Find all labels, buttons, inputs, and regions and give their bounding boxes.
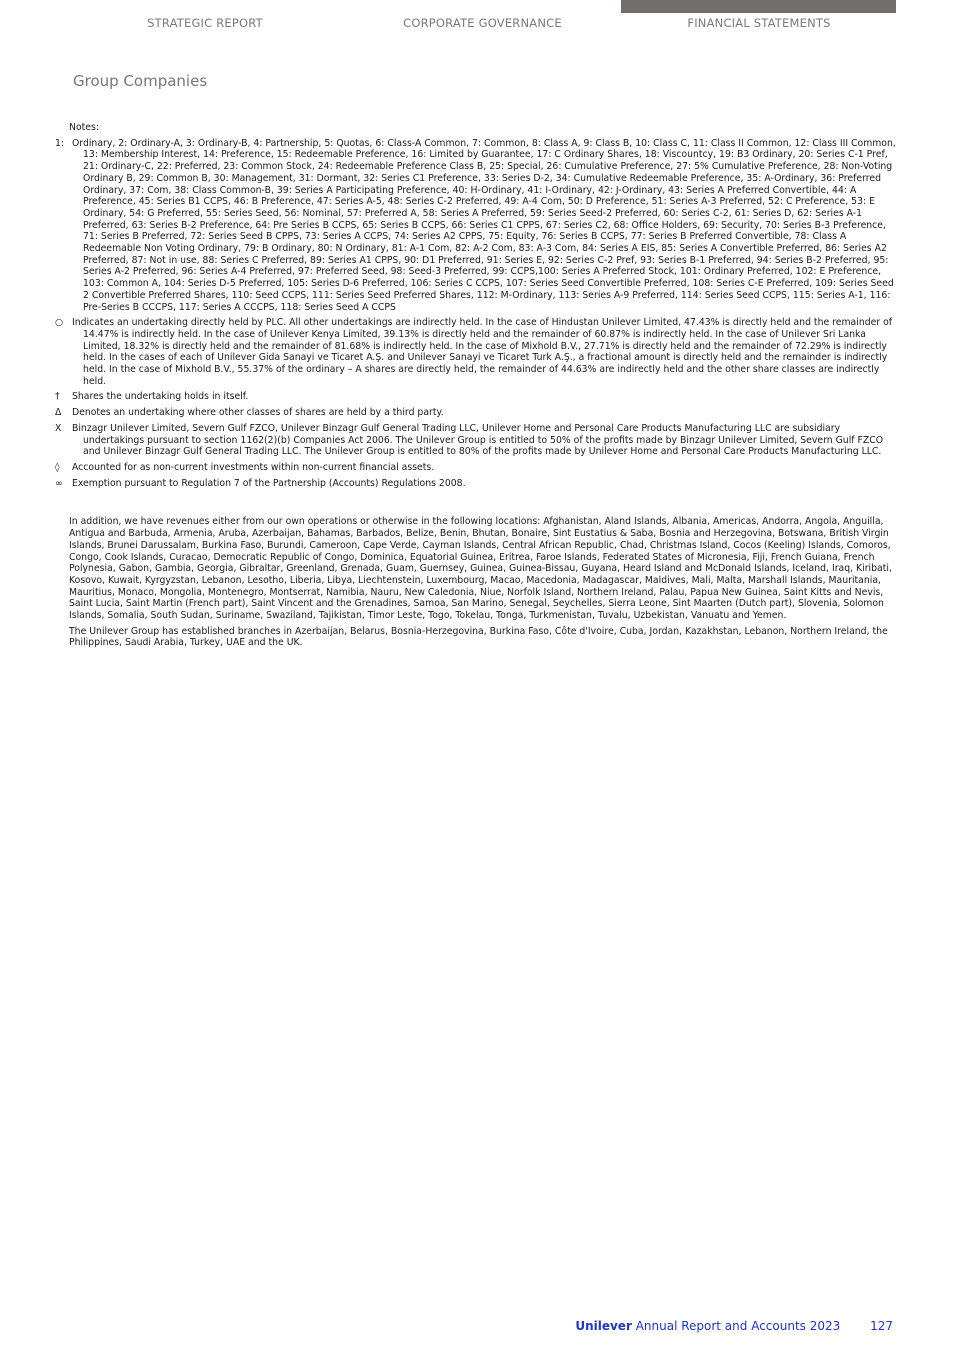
nav-tab-financial-statements[interactable]: FINANCIAL STATEMENTS bbox=[687, 16, 831, 30]
note-text: Denotes an undertaking where other classes of shares are held by a third party. bbox=[71, 407, 444, 419]
note-non-current: ◊ Accounted for as non-current investments within non-current financial assets. bbox=[55, 461, 435, 473]
active-section-indicator bbox=[621, 0, 896, 13]
note-text: Exemption pursuant to Regulation 7 of the Partnership (Accounts) Regulations 2008. bbox=[71, 477, 466, 489]
note-exemption: ∞ Exemption pursuant to Regulation 7 of the Partnership (Accounts) Regulations 2008. bbox=[55, 477, 466, 489]
note-share-classes: 1: Ordinary, 2: Ordinary-A, 3: Ordinary-B, 4: Partnership, 5: Quotas, 6: Class-A Common, 7: Common, 8: Class A, 9: Class B, 10: Class C, 11: Class II Common, 12: Class III Common, 13: Membership Interest, 14: Preference, 15: Redeemable Preference, 16: Limited by Guarantee, 17: C Ordinary Shares, 18: Viscountcy, 19: B3 Ordinary, 20: Series C-1 Pref, 21: Ordinary-C, 22: Preferred, 23: Common Stock, 24: Redeemable Preference Class B, 25: Special, 26: Cumulative Preference, 27: 5% Cumulative Preference, 28: Non-Voting Ordinary B, 29: Common B, 30: Management, 31: Dormant, 32: Series C1 Preference, 33: Series D-2, 34: Cumulative Redeemable Preference, 35: A-Ordinary, 36: Preferred Ordinary, 37: Com, 38: Class Common-B, 39: Series A Participating Preference, 40: H-Ordinary, 41: I-Ordinary, 42: J-Ordinary, 43: Series A Preferred Convertible, 44: A Preference, 45: Series B1 CCPS, 46: B Preference, 47: Series A-5, 48: Series C-2 Preferred, 49: A-4 Com, 50: D Preference, 51: Series A-3 Preferred, 52: C Preference, 53: E Ordinary, 54: G Preferred, 55: Series Seed, 56: Nominal, 57: Preferred A, 58: Series A Preferred, 59: Series Seed-2 Preferred, 60: Series C-2, 61: Series D, 62: Series A-1 Preferred, 63: Series B-2 Preference, 64: Pre Series B CCPS, 65: Series B CCPS, 66: Series C1 CPPS, 67: Series C2, 68: Office Holders, 69: Security, 70: Series B-3 Preference, 71: Series B Preferred, 72: Series Seed B CPPS, 73: Series A CCPS, 74: Series A2 CPPS, 75: Equity, 76: Series B CCPS, 77: Series B Preferred Convertible, 78: Class A Redeemable Non Voting Ordinary, 79: B Ordinary, 80: N Ordinary, 81: A-1 Com, 82: A-2 Com, 83: A-3 Com, 84: Series A EIS, 85: Series A Convertible Preferred, 86: Series A2 Preferred, 87: Not in use, 88: Series C Preferred, 89: Series A1 CPPS, 90: D1 Preferred, 91: Series E, 92: Series C-2 Pref, 93: Series B-1 Preferred, 94: Series B-2 Preferred, 95: Series A-2 Preferred, 96: Series A-4 Preferred, 97: Preferred Seed, 98: Seed-3 Preferred, 99: CCPS,100: Series A Preferred Stock, 101: Ordinary Preferred, 102: E Preference, 103: Common A, 104: Series D-5 Preferred, 105: Series D-6 Preferred, 106: Series C CCPS, 107: Series Seed Convertible Preferred, 108: Series C-E Preferred, 109: Series Seed 2 Convertible Preferred Shares, 110: Seed CCPS, 111: Series Seed Preferred Shares, 112: M-Ordinary, 113: Series A-9 Preferred, 114: Series Seed CCPS, 115: Series A-1, 116: Pre-Series B CCCPS, 117: Series A CCCPS, 118: Series Seed A CCPS bbox=[55, 137, 896, 313]
section-nav bbox=[0, 0, 968, 40]
note-text: Ordinary, 2: Ordinary-A, 3: Ordinary-B, 4: Partnership, 5: Quotas, 6: Class-A Common, 7: Common, 8: Class A, 9: Class B, 10: Class C, 11: Class II Common, 12: Class III Common, 13: Membership Interest, 14: Preference, 15: Redeemable Preference, 16: Limited by Guarantee, 17: C Ordinary Shares, 18: Viscountcy, 19: B3 Ordinary, 20: Series C-1 Pref, 21: Ordinary-C, 22: Preferred, 23: Common Stock, 24: Redeemable Preference Class B, 25: Special, 26: Cumulative Preference, 27: 5% Cumulative Preference, 28: Non-Voting Ordinary B, 29: Common B, 30: Management, 31: Dormant, 32: Series C1 Preference, 33: Series D-2, 34: Cumulative Redeemable Preference, 35: A-Ordinary, 36: Preferred Ordinary, 37: Com, 38: Class Common-B, 39: Series A Participating Preference, 40: H-Ordinary, 41: I-Ordinary, 42: J-Ordinary, 43: Series A Preferred Convertible, 44: A Preference, 45: Series B1 CCPS, 46: B Preference, 47: Series A-5, 48: Series C-2 Preferred, 49: A-4 Com, 50: D Preference, 51: Series A-3 Preferred, 52: C Preference, 53: E Ordinary, 54: G Preferred, 55: Series Seed, 56: Nominal, 57: Preferred A, 58: Series A Preferred, 59: Series Seed-2 Preferred, 60: Series C-2, 61: Series D, 62: Series A-1 Preferred, 63: Series B-2 Preference, 64: Pre Series B CCPS, 65: Series B CCPS, 66: Series C1 CPPS, 67: Series C2, 68: Office Holders, 69: Security, 70: Series B-3 Preference, 71: Series B Preferred, 72: Series Seed B CPPS, 73: Series A CCPS, 74: Series A2 CPPS, 75: Equity, 76: Series B CCPS, 77: Series B Preferred Convertible, 78: Class A Redeemable Non Voting Ordinary, 79: B Ordinary, 80: N Ordinary, 81: A-1 Com, 82: A-2 Com, 83: A-3 Com, 84: Series A EIS, 85: Series A Convertible Preferred, 86: Series A2 Preferred, 87: Not in use, 88: Series C Preferred, 89: Series A1 CPPS, 90: D1 Preferred, 91: Series E, 92: Series C-2 Pref, 93: Series B-1 Preferred, 94: Series B-2 Preferred, 95: Series A-2 Preferred, 96: Series A-4 Preferred, 97: Preferred Seed, 98: Seed-3 Preferred, 99: CCPS,100: Series A Preferred Stock, 101: Ordinary Preferred, 102: E Preference, 103: Common A, 104: Series D-5 Preferred, 105: Series D-6 Preferred, 106: Series C CCPS, 107: Series Seed Convertible Preferred, 108: Series C-E Preferred, 109: Series Seed 2 Convertible Preferred Shares, 110: Seed CCPS, 111: Series Seed Preferred Shares, 112: M-Ordinary, 113: Series A-9 Preferred, 114: Series Seed CCPS, 115: Series A-1, 116: Pre-Series B CCCPS, 117: Series A CCCPS, 118: Series Seed A CCPS bbox=[71, 137, 896, 313]
note-text: Binzagr Unilever Limited, Severn Gulf FZCO, Unilever Binzagr Gulf General Trading LLC, Unilever Home and Personal Care Products Manufacturing LLC are subsidiary undertakings pursuant to section 1162(2)(b) Companies Act 2006. The Unilever Group is entitled to 50% of the profits made by Binzagr Unilever Limited, Severn Gulf FZCO and Unilever Binzagr Gulf General Trading LLC. The Unilever Group is entitled to 80% of the profits made by Unilever Home and Personal Care Products Manufacturing LLC. bbox=[71, 422, 884, 458]
notes-content bbox=[55, 122, 900, 653]
page-footer bbox=[575, 1319, 893, 1333]
nav-tab-corporate-governance[interactable]: CORPORATE GOVERNANCE bbox=[403, 16, 562, 30]
revenue-locations-paragraph: In addition, we have revenues either from our own operations or otherwise in the following locations: Afghanistan, Aland Islands, Albania, Americas, Andorra, Angola, Anguilla, Antigua and Barbuda, Armenia, Aruba, Azerbaijan, Bahamas, Barbados, Belize, Benin, Bhutan, Bonaire, Sint Eustatius & Saba, Bosnia and Herzegovina, Botswana, British Virgin Islands, Brunei Darussalam, Burkina Faso, Burundi, Cameroon, Cape Verde, Cayman Islands, Central African Republic, Chad, Christmas Island, Cocos (Keeling) Islands, Comoros, Congo, Cook Islands, Curacao, Democratic Republic of Congo, Dominica, Equatorial Guinea, Eritrea, Faroe Islands, Federated States of Micronesia, Fiji, French Guiana, French Polynesia, Gabon, Gambia, Georgia, Gibraltar, Greenland, Grenada, Guam, Guernsey, Guinea, Guinea-Bissau, Guyana, Heard Island and McDonald Islands, Iceland, Iraq, Kiribati, Kosovo, Kuwait, Kyrgyzstan, Lebanon, Lesotho, Liberia, Libya, Liechtenstein, Luxembourg, Macao, Macedonia, Madagascar, Maldives, Mali, Malta, Marshall Islands, Mauritania, Mauritius, Monaco, Mongolia, Montenegro, Montserrat, Namibia, Nauru, New Caledonia, Niue, Norfolk Island, Northern Ireland, Palau, Papua New Guinea, Saint Kitts and Nevis, Saint Lucia, Saint Martin (French part), Saint Vincent and the Grenadines, Samoa, San Marino, Senegal, Seychelles, Sierra Leone, Sint Maarten (Dutch part), Slovenia, Solomon Islands, Somalia, South Sudan, Suriname, Swaziland, Tajikistan, Timor Leste, Togo, Tokelau, Tonga, Turkmenistan, Tuvalu, Uzbekistan, Vanuatu and Yemen. bbox=[69, 516, 892, 622]
page-number: 127 bbox=[870, 1319, 893, 1333]
note-text: Indicates an undertaking directly held by PLC. All other undertakings are indirectly held. In the case of Hindustan Unilever Limited, 47.43% is directly held and the remainder of 14.47% is indirectly held. In the case of Unilever Kenya Limited, 39.13% is directly held and the remainder of 60.87% is indirectly held. In the case of Unilever Sri Lanka Limited, 18.32% is directly held and the remainder of 81.68% is indirectly held. In the case of Mixhold B.V., 27.71% is directly held and the remainder of 72.29% is indirectly held. In the cases of each of Unilever Gida Sanayi ve Ticaret A.Ş. and Unilever Sanayi ve Ticaret Turk A.Ş., a fractional amount is directly held and the remainder is indirectly held. In the case of Mixhold B.V., 55.37% of the ordinary – A shares are directly held, the remainder of 44.63% are indirectly held and the other share classes are indirectly held. bbox=[71, 317, 893, 387]
note-third-party: Δ Denotes an undertaking where other classes of shares are held by a third party. bbox=[55, 407, 444, 419]
note-text: Shares the undertaking holds in itself. bbox=[71, 391, 249, 403]
notes-heading: Notes: bbox=[69, 122, 99, 133]
note-text: Accounted for as non-current investments within non-current financial assets. bbox=[71, 461, 435, 473]
note-own-shares: † Shares the undertaking holds in itself. bbox=[55, 391, 249, 403]
note-directly-held: ○ Indicates an undertaking directly held by PLC. All other undertakings are indirectly held. In the case of Hindustan Unilever Limited, 47.43% is directly held and the remainder of 14.47% is indirectly held. In the case of Unilever Kenya Limited, 39.13% is directly held and the remainder of 60.87% is indirectly held. In the case of Unilever Sri Lanka Limited, 18.32% is directly held and the remainder of 81.68% is indirectly held. In the case of Mixhold B.V., 27.71% is directly held and the remainder of 72.29% is indirectly held. In the cases of each of Unilever Gida Sanayi ve Ticaret A.Ş. and Unilever Sanayi ve Ticaret Turk A.Ş., a fractional amount is directly held and the remainder is indirectly held. In the case of Mixhold B.V., 55.37% of the ordinary – A shares are directly held, the remainder of 44.63% are indirectly held and the other share classes are indirectly held. bbox=[55, 317, 893, 387]
footer-brand: Unilever bbox=[575, 1319, 632, 1333]
section-spacer bbox=[69, 493, 900, 516]
footer-report-title: Annual Report and Accounts 2023 bbox=[635, 1319, 841, 1333]
page-title: Group Companies bbox=[73, 72, 208, 90]
branches-paragraph: The Unilever Group has established branches in Azerbaijan, Belarus, Bosnia-Herzegovina, Burkina Faso, Côte d'Ivoire, Cuba, Jordan, Kazakhstan, Lebanon, Northern Ireland, the Philippines, Saudi Arabia, Turkey, UAE and the UK. bbox=[69, 625, 888, 649]
nav-tab-strategic-report[interactable]: STRATEGIC REPORT bbox=[147, 16, 263, 30]
note-subsidiary: X Binzagr Unilever Limited, Severn Gulf FZCO, Unilever Binzagr Gulf General Trading LLC, Unilever Home and Personal Care Products Manufacturing LLC are subsidiary undertakings pursuant to section 1162(2)(b) Companies Act 2006. The Unilever Group is entitled to 50% of the profits made by Binzagr Unilever Limited, Severn Gulf FZCO and Unilever Binzagr Gulf General Trading LLC. The Unilever Group is entitled to 80% of the profits made by Unilever Home and Personal Care Products Manufacturing LLC. bbox=[55, 422, 884, 458]
